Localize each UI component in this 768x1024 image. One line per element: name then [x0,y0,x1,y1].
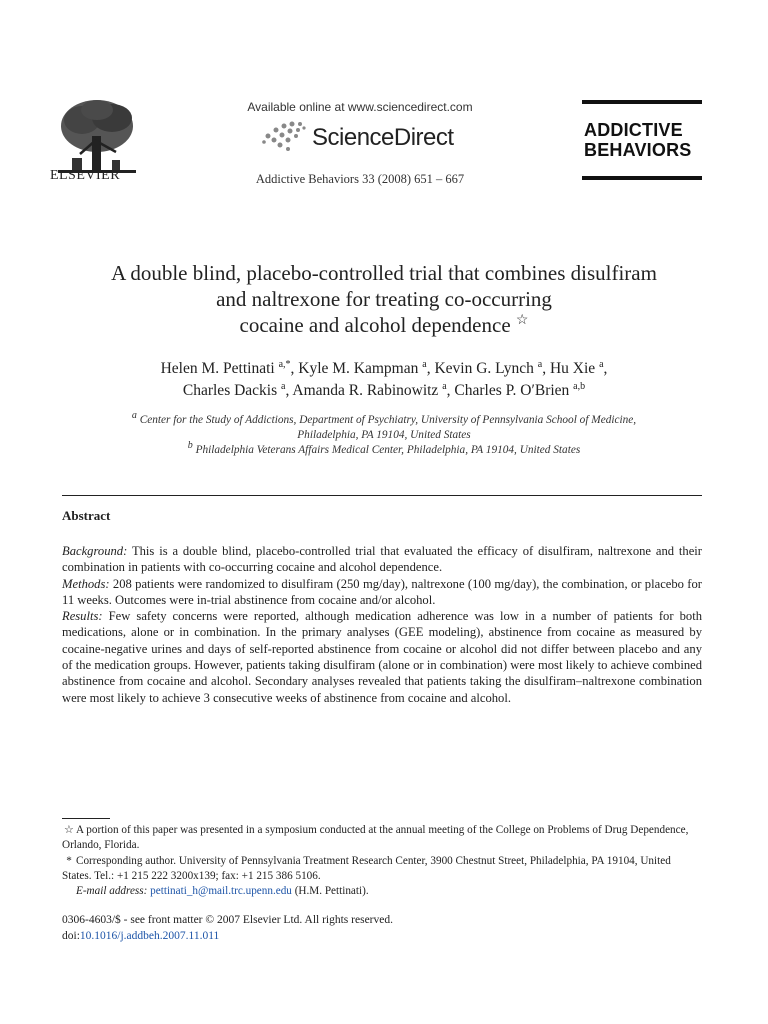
email-link[interactable]: pettinati_h@mail.trc.upenn.edu [150,885,292,898]
author-affiliation-mark: a [281,380,286,392]
title-line-1: A double blind, placebo-controlled trial that combines disulfiram [111,261,657,285]
background-label: Background: [62,544,128,558]
masthead-rule-top [582,100,702,104]
title-line-3 [50,312,718,338]
abstract-methods [62,576,702,609]
abstract-body [62,543,702,706]
abstract-heading: Abstract [62,508,111,523]
author-line-2 [50,380,718,402]
author-affiliation-mark: a,* [278,358,291,370]
sciencedirect-dots-icon [258,118,310,154]
author-affiliation-mark: a [599,358,604,370]
results-label: Results: [62,609,103,624]
footnote-corresponding [62,854,702,885]
journal-name-line2: BEHAVIORS [584,140,692,160]
footnote-rule [62,818,110,819]
affiliation-b-line: Philadelphia Veterans Affairs Medical Center, Philadelphia, PA 19104, United States [195,444,581,456]
author-name: Kevin G. Lynch [434,360,538,377]
author-name: Charles P. O′Brien [454,382,574,399]
affiliation-b-mark: b [187,440,193,452]
abstract-background [62,543,702,576]
author-list [50,358,718,402]
author-name: Charles Dackis [182,382,282,399]
author-name: Helen M. Pettinati [160,360,279,377]
author-separator: , [285,382,293,399]
author-name: Kyle M. Kampman [298,360,423,377]
author-affiliation-mark: a,b [573,380,586,392]
doi-link[interactable]: 10.1016/j.addbeh.2007.11.011 [79,930,220,942]
author-name: Amanda R. Rabinowitz [292,382,443,399]
doi-line [62,928,702,944]
author-separator: , [603,360,608,377]
results-text: Few safety concerns were reported, although medication adherence was low in a number of patients for both medications, alone or in combination. In the primary analyses (GEE modeling), abstinence from cocaine as measured by cocaine-negative urines and days of self-reported abstinence from cocaine or alcohol did not differ between placebo and any of the medication groups. However, patients taking disulfiram (alone or in combination) were most likely to achieve combined abstinence from cocaine and alcohol. Secondary analyses revealed that patients taking the disulfiram–naltrexone combination were most likely to achieve 3 consecutive weeks of abstinence from cocaine and alcohol. [62,609,702,705]
email-label: E-mail address: [76,885,148,898]
author-affiliation-mark: a [422,358,427,370]
author-separator: , [446,382,455,399]
title-line-3-text: cocaine and alcohol dependence [239,313,511,337]
journal-name [584,120,702,160]
affiliations [60,410,708,458]
publisher-name: ELSEVIER [49,168,121,183]
copyright-text: 0306-4603/$ - see front matter © 2007 Elsevier Ltd. All rights reserved. [62,914,393,926]
author-name: Hu Xie [549,360,600,377]
email-suffix: (H.M. Pettinati). [294,885,369,898]
footnote-star [62,823,702,854]
author-affiliation-mark: a [442,380,447,392]
author-separator: , [542,360,550,377]
author-separator: , [426,360,435,377]
divider-rule [62,495,702,496]
footnote-corresponding-text: Corresponding author. University of Pennsylvania Treatment Research Center, 3900 Chestnut Street, Philadelphia, PA 19104, United States. Tel.: +1 215 222 3200x139; fax: +1 215 386 5106. [62,854,671,882]
affiliation-a-mark: a [131,410,137,422]
author-line-1 [50,358,718,380]
methods-text: 208 patients were randomized to disulfiram (250 mg/day), naltrexone (100 mg/day), the combination, or placebo for 11 weeks. Outcomes were in-trial abstinence from cocaine and/or alcohol. [62,576,702,607]
journal-citation: Addictive Behaviors 33 (2008) 651 – 667 [255,172,465,186]
title-line-2: and naltrexone for treating co-occurring [216,287,552,311]
copyright-block [62,912,702,944]
background-text: This is a double blind, placebo-controlled trial that evaluated the efficacy of disulfiram, naltrexone and their combination in patients with co-occurring cocaine and alcohol dependence. [62,544,703,575]
sciencedirect-wordmark: ScienceDirect [312,124,454,151]
affiliation-b [60,440,708,458]
doi-label: doi: [62,930,80,942]
methods-label: Methods: [62,576,110,591]
paper-title [50,260,718,338]
author-affiliation-mark: a [537,358,543,370]
footnote-email [62,884,702,899]
affiliation-a-line1: Center for the Study of Addictions, Department of Psychiatry, University of Pennsylvania School of Medicine, [139,414,637,426]
available-online-text: Available online at www.sciencedirect.com [247,100,473,114]
footnote-corresponding-mark: * [66,854,72,867]
footnotes [62,823,702,899]
journal-masthead [582,100,702,186]
title-footnote-star: ☆ [515,313,529,328]
author-separator: , [290,360,299,377]
footnote-star-text: A portion of this paper was presented in a symposium conducted at the annual meeting of the College on Problems of Drug Dependence, Orlando, Florida. [62,824,689,852]
masthead-rule-bottom [582,176,702,180]
abstract-results [62,608,702,706]
affiliation-a [60,410,708,428]
footnote-star-mark: ☆ [63,824,75,836]
affiliation-a-line2: Philadelphia, PA 19104, United States [297,429,471,441]
journal-name-line1: ADDICTIVE [584,120,683,140]
